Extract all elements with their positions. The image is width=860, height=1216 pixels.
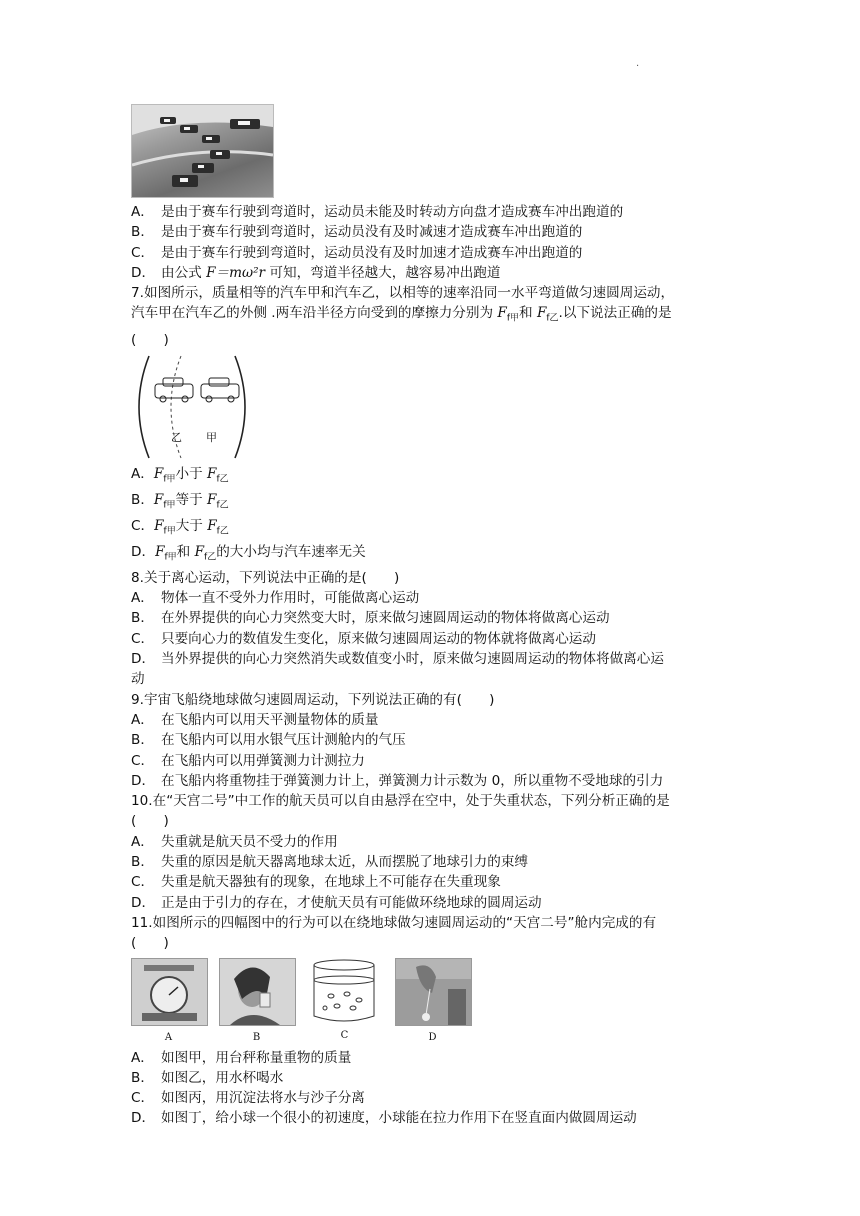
q6-option-a[interactable] (131, 202, 731, 222)
q11-option-a[interactable]: A． 如图甲，用台秤称量重物的质量 (131, 1049, 352, 1066)
figure-d (395, 958, 470, 1046)
ball-on-string-icon (395, 958, 472, 1026)
q9-option-b[interactable]: B． 在飞船内可以用水银气压计测舱内的气压 (131, 732, 406, 749)
q6-option-c[interactable] (131, 243, 731, 263)
car-jia (201, 378, 239, 402)
q10-option-c[interactable]: C． 失重是航天器独有的现象，在地球上不可能存在失重现象 (131, 874, 501, 891)
option-text: 是由于赛车行驶到弯道时，运动员没有及时加速才造成赛车冲出跑道的 (161, 244, 583, 261)
drinking-water-icon (219, 958, 296, 1026)
q7-stem-line2: 汽车甲在汽车乙的外侧 .两车沿半径方向受到的摩擦力分别为 $F_{f甲}$和 $F_{f乙}$.以下说法正确的是 (131, 305, 672, 325)
q11-option-d[interactable]: D． 如图丁，给小球一个很小的初速度，小球能在拉力作用下在竖直面内做圆周运动 (131, 1110, 637, 1127)
option-key: C． (131, 244, 155, 261)
q8-option-b[interactable]: B． 在外界提供的向心力突然变大时，原来做匀速圆周运动的物体将做离心运动 (131, 610, 610, 627)
q9-stem: 9.宇宙飞船绕地球做匀速圆周运动，下列说法正确的有( ) (131, 691, 495, 708)
q11-stem: 11.如图所示的四幅图中的行为可以在绕地球做匀速圆周运动的“天宫二号”舱内完成的有 (131, 914, 657, 931)
q7-answer-paren: ( ) (131, 331, 169, 348)
q8-option-d[interactable]: D． 当外界提供的向心力突然消失或数值变小时，原来做匀速圆周运动的物体将做离心运 (131, 651, 664, 668)
page-mark: . (636, 58, 640, 69)
curved-road-diagram (131, 354, 251, 460)
figure-a (131, 958, 206, 1046)
q7-option-d[interactable]: D．$F_{f甲}$和 $F_{f乙}$的大小均与汽车速率无关 (131, 543, 366, 563)
q7-stem-line1: 7.如图所示，质量相等的汽车甲和汽车乙，以相等的速率沿同一水平弯道做匀速圆周运动， (131, 285, 675, 302)
option-key: D． (131, 264, 156, 281)
q11-option-b[interactable]: B． 如图乙，用水杯喝水 (131, 1069, 284, 1086)
figure-caption: B (252, 1031, 261, 1043)
q6-option-b[interactable] (131, 222, 731, 242)
scale-icon (131, 958, 208, 1026)
option-text: 是由于赛车行驶到弯道时，运动员没有及时减速才造成赛车冲出跑道的 (161, 224, 583, 241)
q8-stem: 8.关于离心运动，下列说法中正确的是( ) (131, 569, 400, 586)
q10-stem: 10.在“天宫二号”中工作的航天员可以自由悬浮在空中，处于失重状态，下列分析正确的是 (131, 793, 670, 810)
beaker-sediment-icon (307, 958, 382, 1024)
formula: F＝mω²r (206, 264, 266, 281)
q7-option-b[interactable]: B．$F_{f甲}$等于 $F_{f乙}$ (131, 491, 229, 511)
q10-option-b[interactable]: B． 失重的原因是航天器离地球太近，从而摆脱了地球引力的束缚 (131, 854, 529, 871)
figure-caption: A (164, 1031, 173, 1043)
option-key: B． (131, 224, 154, 241)
document-page (131, 104, 731, 1129)
q10-option-a[interactable]: A． 失重就是航天员不受力的作用 (131, 833, 338, 850)
q8-option-a[interactable]: A． 物体一直不受外力作用时，可能做离心运动 (131, 590, 420, 607)
option-text: 由公式 (161, 264, 202, 281)
q11-figures (131, 958, 731, 1046)
q11-option-c[interactable]: C． 如图丙，用沉淀法将水与沙子分离 (131, 1090, 365, 1107)
label-jia: 甲 (206, 430, 217, 444)
q6-option-d[interactable] (131, 263, 731, 283)
q9-option-d[interactable]: D． 在飞船内将重物挂于弹簧测力计上，弹簧测力计示数为 0，所以重物不受地球的引力 (131, 772, 664, 789)
option-text: 可知，弯道半径越大，越容易冲出跑道 (269, 264, 501, 281)
option-key: A． (131, 204, 154, 220)
q9-option-c[interactable]: C． 在飞船内可以用弹簧测力计测拉力 (131, 752, 365, 769)
q10-answer-paren: ( ) (131, 813, 169, 830)
label-yi: 乙 (171, 430, 182, 444)
car-yi (155, 378, 193, 402)
race-cars-illustration (132, 105, 273, 197)
race-cars-photo (131, 104, 274, 198)
q8-option-d-continued: 动 (131, 671, 145, 688)
figure-caption: C (340, 1029, 349, 1041)
q10-option-d[interactable]: D． 正是由于引力的存在，才使航天员有可能做环绕地球的圆周运动 (131, 894, 542, 911)
q8-option-c[interactable]: C． 只要向心力的数值发生变化，原来做匀速圆周运动的物体就将做离心运动 (131, 630, 596, 647)
option-text: 是由于赛车行驶到弯道时，运动员未能及时转动方向盘才造成赛车冲出跑道的 (161, 204, 624, 220)
figure-b (219, 958, 294, 1046)
q7-option-a[interactable]: A．$F_{f甲}$小于 $F_{f乙}$ (131, 465, 229, 485)
q9-option-a[interactable]: A． 在飞船内可以用天平测量物体的质量 (131, 711, 379, 728)
curved-road-illustration (131, 354, 251, 460)
figure-caption: D (428, 1031, 437, 1043)
q11-answer-paren: ( ) (131, 935, 169, 952)
figure-c (307, 958, 382, 1046)
q7-option-c[interactable]: C．$F_{f甲}$大于 $F_{f乙}$ (131, 517, 229, 537)
